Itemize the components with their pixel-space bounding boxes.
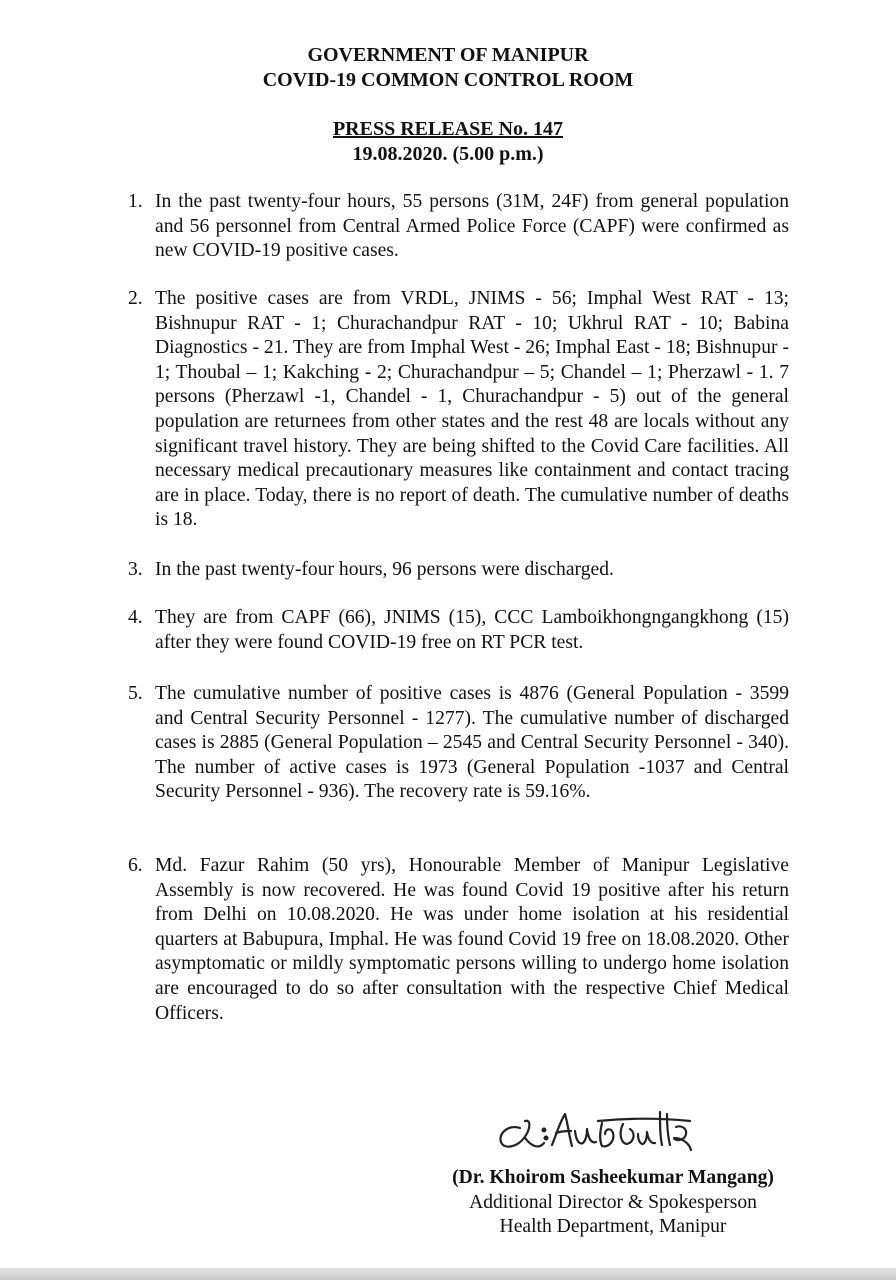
list-item-number: 3. (128, 559, 143, 580)
signatory-department: Health Department, Manipur (499, 1216, 727, 1237)
list-item-number: 6. (128, 855, 143, 876)
list-item-text: They are from CAPF (66), JNIMS (15), CCC Lamboikhongngangkhong (15) after they were found COVID-19 free on RT PCR test. (155, 607, 789, 653)
press-release-date: 19.08.2020. (5.00 p.m.) (352, 143, 544, 165)
list-item-5 (128, 682, 789, 805)
government-heading: GOVERNMENT OF MANIPUR (307, 44, 589, 66)
list-item-number: 5. (128, 683, 143, 704)
list-item-3 (128, 558, 789, 583)
list-item-2 (128, 287, 789, 533)
page-bottom-edge (0, 1268, 896, 1280)
signatory-name: (Dr. Khoirom Sasheekumar Mangang) (452, 1167, 774, 1188)
signatory-designation: Additional Director & Spokesperson (469, 1192, 757, 1213)
list-item-6 (128, 854, 789, 1026)
list-item-1 (128, 190, 789, 264)
list-item-text: In the past twenty-four hours, 96 persons were discharged. (155, 559, 614, 580)
list-item-number: 4. (128, 607, 143, 628)
list-item-text: The cumulative number of positive cases is 4876 (General Population - 3599 and Central Security Personnel - 1277). The cumulative number of discharged cases is 2885 (General Population – 2545 and Central Security Personnel - 340). The number of active cases is 1973 (General Population -1037 and Central Security Personnel - 936). The recovery rate is 59.16%. (155, 683, 789, 803)
list-item-number: 1. (128, 191, 143, 212)
list-item-4 (128, 606, 789, 655)
list-item-number: 2. (128, 288, 143, 309)
press-release-title: PRESS RELEASE No. 147 (332, 118, 564, 140)
list-item-text: Md. Fazur Rahim (50 yrs), Honourable Member of Manipur Legislative Assembly is now recovered. He was found Covid 19 positive after his return from Delhi on 10.08.2020. He was under home isolation at his residential quarters at Babupura, Imphal. He was found Covid 19 free on 18.08.2020. Other asymptomatic or mildly symptomatic persons willing to undergo home isolation are encouraged to do so after consultation with the respective Chief Medical Officers. (155, 855, 789, 1024)
control-room-heading: COVID-19 COMMON CONTROL ROOM (262, 69, 634, 91)
list-item-text: In the past twenty-four hours, 55 persons (31M, 24F) from general population and 56 personnel from Central Armed Police Force (CAPF) were confirmed as new COVID-19 positive cases. (155, 191, 789, 262)
list-item-text: The positive cases are from VRDL, JNIMS - 56; Imphal West RAT - 13; Bishnupur RAT - 1; Churachandpur RAT - 10; Ukhrul RAT - 10; Babina Diagnostics - 21. They are from Imphal West - 26; Imphal East - 18; Bishnupur - 1; Thoubal – 1; Kakching - 2; Churachandpur – 5; Chandel – 1; Pherzawl - 1. 7 persons (Pherzawl -1, Chandel - 1, Churachandpur - 5) out of the general population are returnees from other states and the rest 48 are locals without any significant travel history. They are being shifted to the Covid Care facilities. All necessary medical precautionary measures like containment and contact tracing are in place. Today, there is no report of death. The cumulative number of deaths is 18. (155, 288, 789, 531)
handwritten-signature-icon (492, 1100, 722, 1166)
